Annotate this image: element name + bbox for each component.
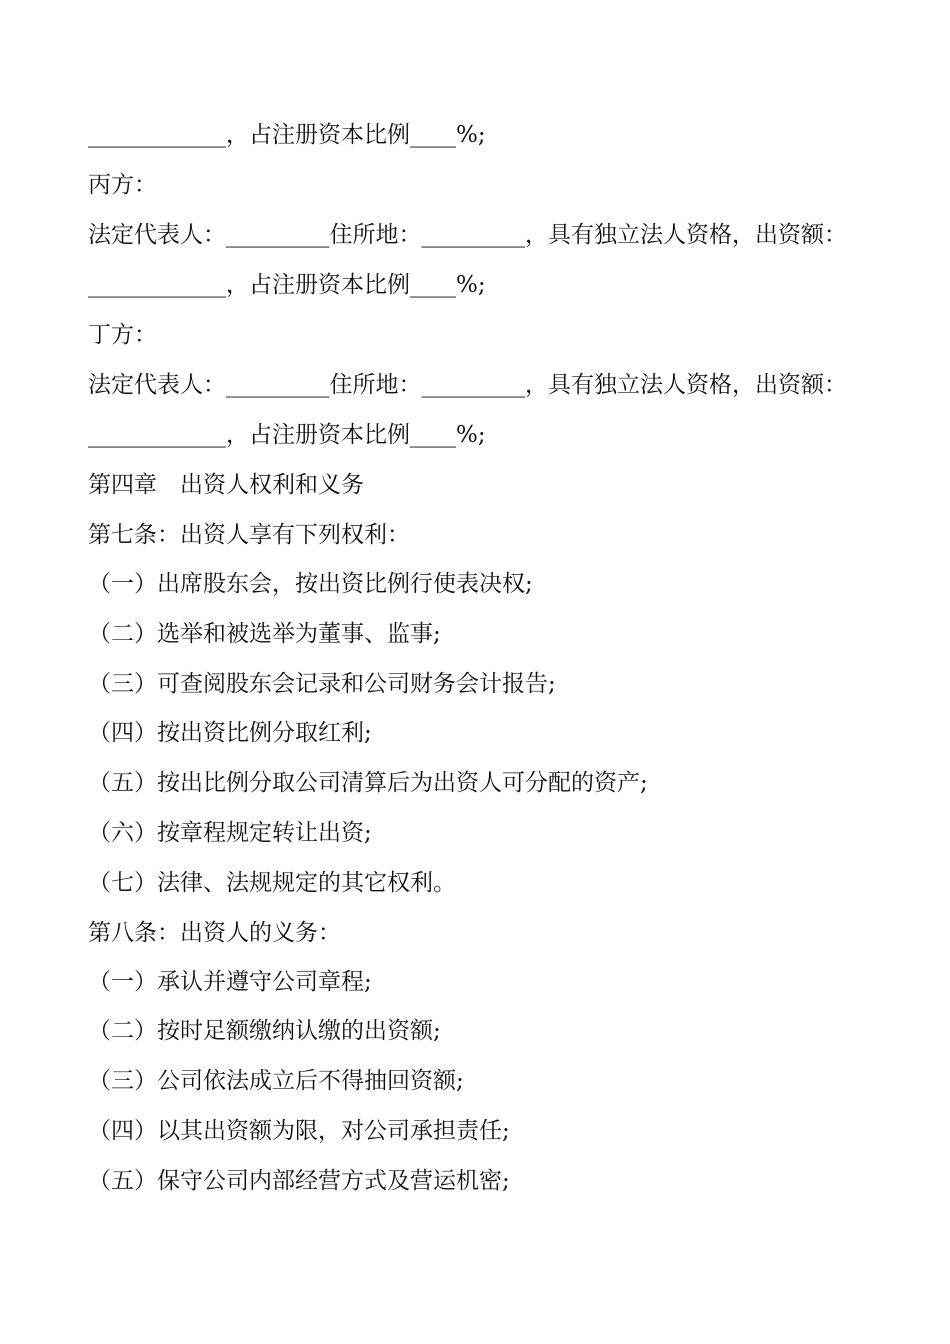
party-d-capital-ratio: ____________，占注册资本比例____%; [88, 422, 486, 448]
party-c-heading: 丙方： [88, 172, 157, 198]
party-d-representative: 法定代表人：_________住所地：_________，具有独立法人资格，出资额： [88, 372, 847, 398]
obligations-item-4: （四）以其出资额为限，对公司承担责任; [88, 1118, 510, 1144]
article-seven-heading: 第七条：出资人享有下列权利： [88, 522, 410, 548]
party-d-heading: 丁方： [88, 322, 157, 348]
party-c-representative: 法定代表人：_________住所地：_________，具有独立法人资格，出资额： [88, 222, 847, 248]
obligations-item-1: （一）承认并遵守公司章程; [88, 969, 372, 995]
shareholder-b-capital-ratio: ____________，占注册资本比例____%; [88, 122, 486, 148]
obligations-item-2: （二）按时足额缴纳认缴的出资额; [88, 1018, 441, 1044]
obligations-item-3: （三）公司依法成立后不得抽回资额; [88, 1068, 464, 1094]
rights-item-2: （二）选举和被选举为董事、监事; [88, 621, 441, 647]
rights-item-3: （三）可查阅股东会记录和公司财务会计报告; [88, 671, 556, 697]
rights-item-7: （七）法律、法规规定的其它权利。 [88, 870, 456, 896]
article-eight-heading: 第八条：出资人的义务： [88, 920, 341, 946]
rights-item-6: （六）按章程规定转让出资; [88, 820, 372, 846]
party-c-capital-ratio: ____________，占注册资本比例____%; [88, 272, 486, 298]
chapter-four-heading: 第四章 出资人权利和义务 [88, 472, 364, 498]
rights-item-1: （一）出席股东会，按出资比例行使表决权; [88, 571, 533, 597]
rights-item-4: （四）按出资比例分取红利; [88, 720, 372, 746]
rights-item-5: （五）按出比例分取公司清算后为出资人可分配的资产; [88, 770, 648, 796]
obligations-item-5: （五）保守公司内部经营方式及营运机密; [88, 1168, 510, 1194]
